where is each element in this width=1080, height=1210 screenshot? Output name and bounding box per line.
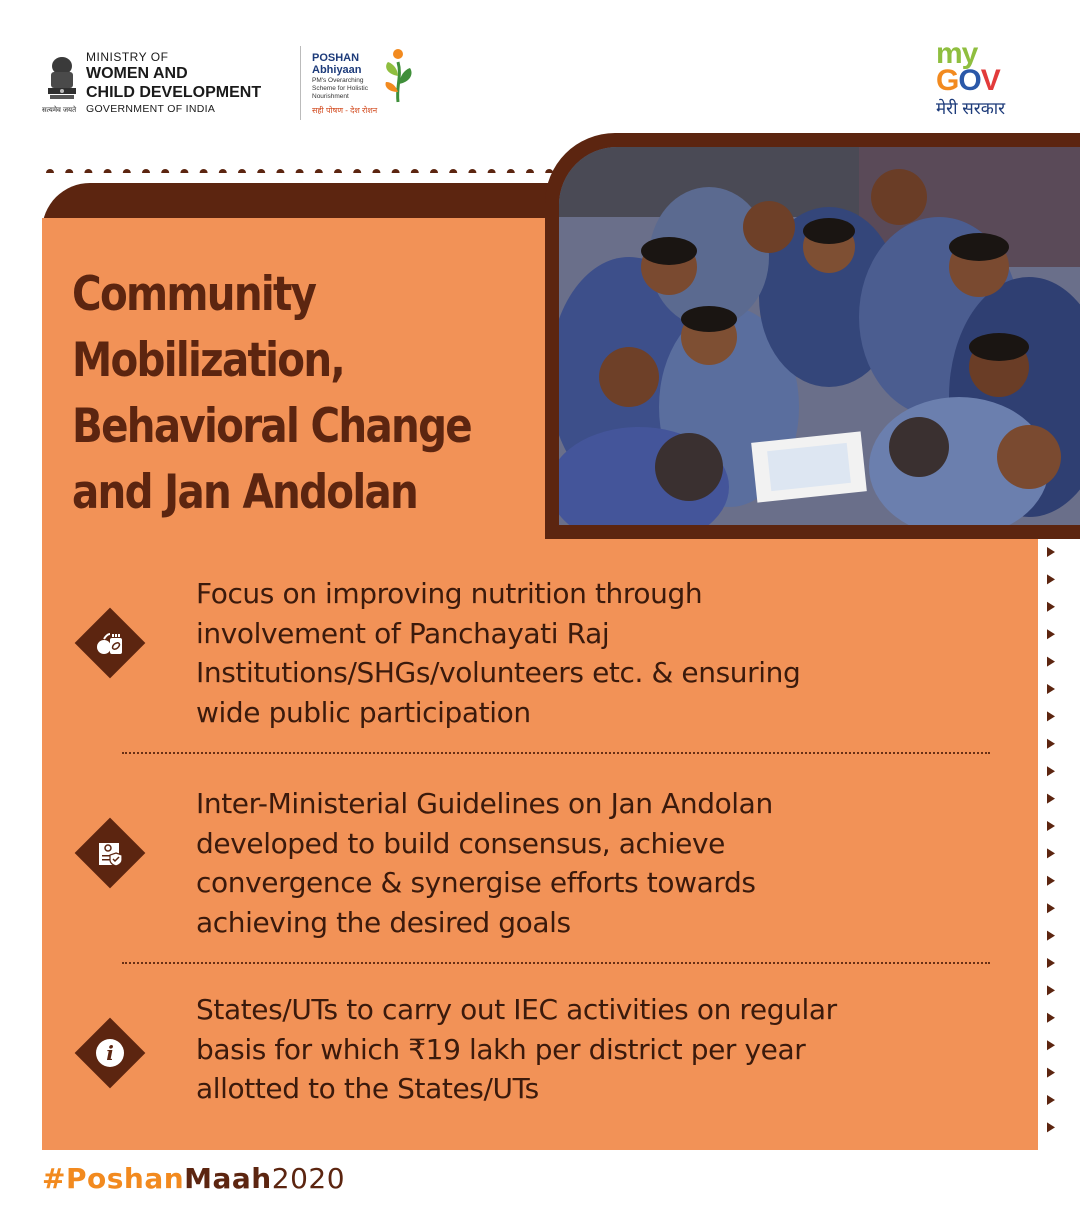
community-photo bbox=[559, 147, 1080, 525]
hashtag-symbol: # bbox=[42, 1162, 66, 1195]
mygov-gov bbox=[936, 66, 1046, 96]
page-title bbox=[72, 262, 485, 526]
item-2-line-1: Inter-Ministerial Guidelines on Jan Andolan bbox=[196, 787, 773, 820]
item-3-text bbox=[196, 990, 986, 1109]
mygov-my: my bbox=[936, 37, 978, 70]
hashtag-poshan: Poshan bbox=[65, 1162, 185, 1195]
item-3-line-2: basis for which ₹19 lakh per district per year bbox=[196, 1032, 806, 1066]
triangle bbox=[1047, 794, 1055, 804]
dot bbox=[276, 169, 284, 173]
hashtag bbox=[42, 1162, 345, 1195]
item-2-text bbox=[196, 784, 986, 942]
item-2-line-3: convergence & synergise efforts towards bbox=[196, 866, 756, 899]
item-3-line-3: allotted to the States/UTs bbox=[196, 1072, 539, 1105]
poshan-leaf-icon bbox=[378, 46, 418, 106]
item-3-line-1: States/UTs to carry out IEC activities on regular bbox=[196, 993, 837, 1026]
title-line-2: Mobilization, bbox=[72, 333, 345, 388]
triangle bbox=[1047, 903, 1055, 913]
title-line-4: and Jan Andolan bbox=[72, 465, 418, 520]
triangle bbox=[1047, 876, 1055, 886]
nutrition-icon bbox=[72, 605, 148, 681]
mygov-logo bbox=[936, 37, 1046, 130]
mygov-g: G bbox=[936, 64, 959, 97]
hashtag-year: 2020 bbox=[271, 1162, 346, 1195]
triangle bbox=[1047, 602, 1055, 612]
dot bbox=[526, 169, 534, 173]
ministry-line-3: CHILD DEVELOPMENT bbox=[86, 84, 262, 101]
dot bbox=[46, 169, 54, 173]
triangle bbox=[1047, 985, 1055, 995]
item-1-text bbox=[196, 574, 986, 732]
dot bbox=[411, 169, 419, 173]
mygov-o: O bbox=[958, 64, 981, 97]
ministry-name bbox=[86, 50, 261, 116]
dot bbox=[507, 169, 515, 173]
poshan-title: POSHAN bbox=[312, 52, 360, 64]
hashtag-maah: Maah bbox=[184, 1162, 272, 1195]
triangle bbox=[1047, 629, 1055, 639]
dot bbox=[142, 169, 150, 173]
triangle bbox=[1047, 547, 1055, 557]
dot bbox=[180, 169, 188, 173]
triangle bbox=[1047, 1122, 1055, 1132]
poshan-subtitle: PM's Overarching Scheme for Holistic Nourishment bbox=[312, 77, 368, 100]
dot bbox=[296, 169, 304, 173]
ministry-line-2: WOMEN AND bbox=[86, 65, 188, 82]
triangle bbox=[1047, 739, 1055, 749]
guidelines-icon bbox=[72, 815, 148, 891]
dot bbox=[257, 169, 265, 173]
dot bbox=[430, 169, 438, 173]
dot bbox=[468, 169, 476, 173]
ministry-line-1: MINISTRY OF bbox=[86, 50, 169, 64]
decorative-triangles bbox=[1045, 545, 1059, 1145]
dot bbox=[315, 169, 323, 173]
dot bbox=[219, 169, 227, 173]
ministry-logo bbox=[42, 50, 292, 120]
dot bbox=[200, 169, 208, 173]
item-2-line-2: developed to build consensus, achieve bbox=[196, 826, 725, 860]
svg-text:i: i bbox=[106, 1041, 114, 1065]
dot bbox=[488, 169, 496, 173]
photo-frame bbox=[545, 133, 1080, 539]
title-line-1: Community bbox=[72, 267, 316, 322]
dot bbox=[392, 169, 400, 173]
triangle bbox=[1047, 574, 1055, 584]
national-emblem-icon bbox=[42, 52, 82, 112]
dot bbox=[104, 169, 112, 173]
triangle bbox=[1047, 1013, 1055, 1023]
poshan-tagline: सही पोषण - देश रोशन bbox=[312, 106, 378, 115]
triangle bbox=[1047, 1068, 1055, 1078]
item-1-line-1: Focus on improving nutrition through bbox=[196, 577, 703, 610]
mygov-v: V bbox=[980, 64, 1000, 97]
triangle bbox=[1047, 711, 1055, 721]
item-1-line-2: involvement of Panchayati Raj bbox=[196, 616, 610, 650]
dot bbox=[334, 169, 342, 173]
mygov-hindi: मेरी सरकार bbox=[936, 99, 1006, 118]
triangle bbox=[1047, 1095, 1055, 1105]
item-1-line-4: wide public participation bbox=[196, 695, 531, 729]
dot bbox=[238, 169, 246, 173]
triangle bbox=[1047, 958, 1055, 968]
triangle bbox=[1047, 848, 1055, 858]
abhiyaan-title: Abhiyaan bbox=[312, 64, 362, 76]
dot bbox=[123, 169, 131, 173]
triangle bbox=[1047, 821, 1055, 831]
triangle bbox=[1047, 931, 1055, 941]
ministry-line-4: GOVERNMENT OF INDIA bbox=[86, 103, 216, 115]
triangle bbox=[1047, 657, 1055, 667]
dot bbox=[65, 169, 73, 173]
dot bbox=[161, 169, 169, 173]
emblem-caption: सत्यमेव जयते bbox=[42, 107, 77, 114]
divider-1 bbox=[122, 752, 990, 754]
dot bbox=[449, 169, 457, 173]
item-2-line-4: achieving the desired goals bbox=[196, 905, 571, 939]
triangle bbox=[1047, 766, 1055, 776]
photo-illustration bbox=[559, 147, 1080, 525]
header-separator bbox=[300, 46, 301, 120]
item-1-line-3: Institutions/SHGs/volunteers etc. & ensuring bbox=[196, 656, 801, 689]
info-icon bbox=[72, 1015, 148, 1091]
decorative-dots bbox=[46, 164, 606, 174]
dot bbox=[84, 169, 92, 173]
divider-2 bbox=[122, 962, 990, 964]
triangle bbox=[1047, 684, 1055, 694]
triangle bbox=[1047, 1040, 1055, 1050]
title-line-3: Behavioral Change bbox=[72, 399, 471, 454]
poshan-abhiyaan-logo bbox=[312, 52, 422, 122]
dot bbox=[353, 169, 361, 173]
dot bbox=[372, 169, 380, 173]
